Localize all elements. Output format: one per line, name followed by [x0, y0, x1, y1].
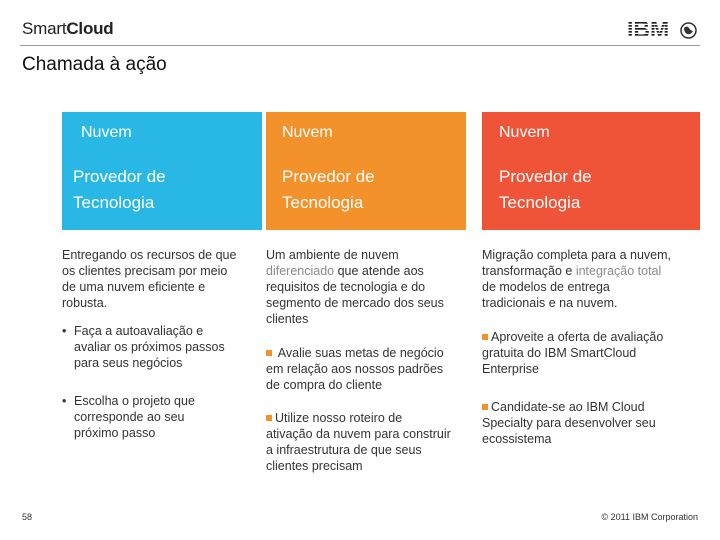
ibm-logo	[626, 16, 678, 40]
copyright: © 2011 IBM Corporation	[601, 512, 698, 522]
card-subtitle-line2: Tecnologia	[73, 193, 155, 212]
description-highlight: integração total	[575, 264, 662, 278]
description-text: Um ambiente de nuvem	[266, 248, 399, 262]
bullet-list	[266, 345, 466, 474]
brand-bold-text: Cloud	[66, 19, 114, 38]
brand-light-text: Smart	[22, 19, 67, 38]
bullet-text: Candidate-se ao IBM Cloud Specialty para desenvolver seu ecossistema	[482, 400, 656, 446]
column-1	[62, 112, 262, 441]
card-subtitle-line2: Tecnologia	[282, 193, 364, 212]
bullet-list	[62, 323, 262, 441]
bullet-item	[482, 329, 672, 377]
page-title: Chamada à ação	[22, 54, 167, 75]
orange-square-bullet-icon	[482, 404, 488, 410]
card-subtitle-line2: Tecnologia	[499, 193, 581, 212]
orange-square-bullet-icon	[266, 350, 272, 356]
orange-square-bullet-icon	[266, 415, 272, 421]
card-subtitle	[499, 164, 592, 216]
bullet-item	[266, 410, 452, 474]
column-3	[482, 112, 682, 447]
column-2	[266, 112, 466, 474]
card-label: Nuvem	[282, 124, 333, 141]
card-subtitle-line1: Provedor de	[73, 167, 166, 186]
card-blue	[62, 112, 262, 230]
bullet-item	[266, 345, 452, 393]
bullet-item: • Faça a autoavaliação e avaliar os próximos passos para seus negócios	[62, 323, 232, 371]
column-description	[482, 247, 672, 311]
orange-square-bullet-icon	[482, 334, 488, 340]
bullet-item	[482, 399, 672, 447]
page-number: 58	[22, 512, 33, 522]
card-label: Nuvem	[81, 124, 132, 141]
bullet-item: • Escolha o projeto que corresponde ao seu próximo passo	[62, 393, 232, 441]
column-description	[266, 247, 446, 327]
bullet-text: Utilize nosso roteiro de ativação da nuvem para construir a infraestrutura de que seus clientes precisam	[266, 411, 451, 473]
card-subtitle-line1: Provedor de	[499, 167, 592, 186]
description-text: de modelos de entrega tradicionais e na nuvem.	[482, 280, 618, 310]
card-orange	[266, 112, 466, 230]
globe-icon	[680, 22, 697, 39]
header-divider	[20, 45, 700, 46]
card-subtitle-line1: Provedor de	[282, 167, 375, 186]
bullet-list	[482, 329, 682, 447]
description-text: que atende aos requisitos de tecnologia e do segmento de mercado dos seus clientes	[266, 264, 444, 326]
card-subtitle	[73, 164, 166, 216]
bullet-text: Aproveite a oferta de avaliação gratuita do IBM SmartCloud Enterprise	[482, 330, 664, 376]
bullet-text: Avalie suas metas de negócio em relação aos nossos padrões de compra do cliente	[266, 346, 444, 392]
card-red	[482, 112, 700, 230]
brand-wordmark	[22, 19, 114, 39]
column-description: Entregando os recursos de que os clientes precisam por meio de uma nuvem eficiente e robusta.	[62, 248, 237, 310]
card-label: Nuvem	[499, 124, 550, 141]
card-subtitle	[282, 164, 375, 216]
description-text: Migração completa para a nuvem, transformação e	[482, 248, 671, 278]
description-highlight: diferenciado	[266, 264, 335, 278]
